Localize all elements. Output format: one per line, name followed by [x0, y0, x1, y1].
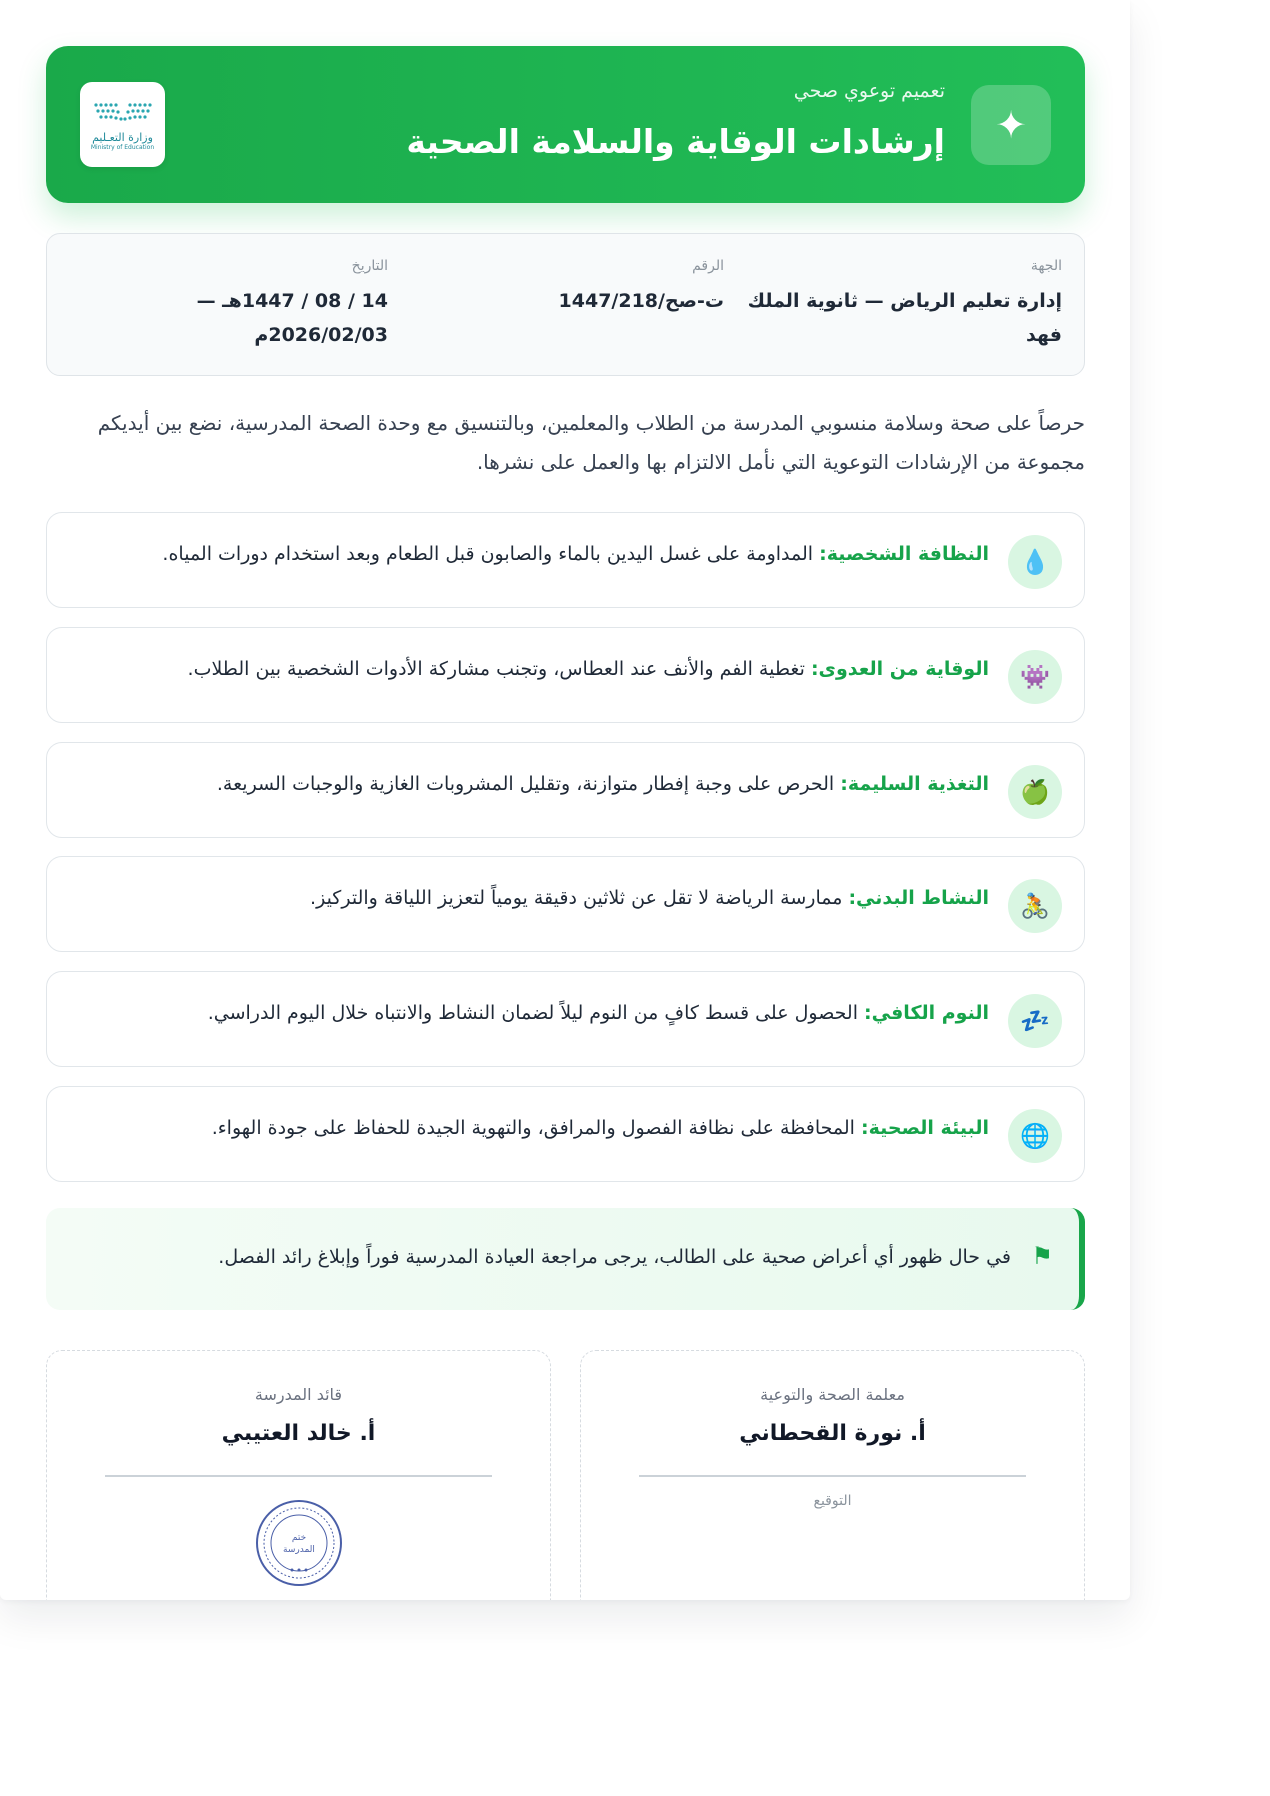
globe-icon: 🌐	[1008, 1109, 1062, 1163]
guideline-description: ممارسة الرياضة لا تقل عن ثلاثين دقيقة يومياً لتعزيز اللياقة والتركيز.	[310, 887, 849, 909]
school-stamp	[254, 1498, 344, 1588]
guideline-description: الحرص على وجبة إفطار متوازنة، وتقليل المشروبات الغازية والوجبات السريعة.	[216, 773, 841, 795]
guideline-text	[77, 887, 989, 909]
guideline-text	[77, 658, 989, 680]
teacher-name: أ. نورة القحطاني	[739, 1421, 926, 1446]
guideline-title: البيئة الصحية:	[861, 1117, 989, 1139]
info-box	[46, 233, 1085, 376]
guideline-card	[46, 627, 1085, 723]
apple-icon: 🍏	[1008, 765, 1062, 819]
number-label: الرقم	[692, 258, 724, 274]
water-drop-icon: 💧	[1008, 535, 1062, 589]
header-banner	[46, 46, 1085, 203]
guideline-description: الحصول على قسط كافٍ من النوم ليلاً لضمان النشاط والانتباه خلال اليوم الدراسي.	[207, 1002, 865, 1024]
guideline-text	[77, 1002, 989, 1024]
header-subtitle: تعميم توعوي صحي	[793, 80, 945, 102]
page-title: إرشادات الوقاية والسلامة الصحية	[406, 122, 945, 161]
guideline-text	[77, 1117, 989, 1139]
logo-dots-icon	[92, 99, 154, 125]
stamp-text-bottom: المدرسة	[282, 1545, 315, 1555]
flag-icon: ⚑	[1031, 1242, 1053, 1270]
teacher-role: معلمة الصحة والتوعية	[760, 1385, 905, 1404]
notice-text: في حال ظهور أي أعراض صحية على الطالب، يرجى مراجعة العيادة المدرسية فوراً وإبلاغ رائد الفصل.	[218, 1246, 1011, 1268]
guideline-text	[77, 773, 989, 795]
principal-role: قائد المدرسة	[254, 1385, 343, 1404]
info-entity	[742, 258, 1062, 352]
number-value: ت-صح/1447/218	[558, 290, 724, 312]
guideline-text	[77, 543, 989, 565]
guideline-card	[46, 971, 1085, 1067]
guideline-title: التغذية السليمة:	[840, 773, 989, 795]
logo-subtext: Ministry of Education	[90, 143, 155, 151]
guideline-title: النظافة الشخصية:	[819, 543, 989, 565]
info-date	[66, 258, 388, 352]
cyclist-icon: 🚴	[1008, 879, 1062, 933]
principal-name: أ. خالد العتيبي	[221, 1421, 376, 1446]
guideline-card	[46, 1086, 1085, 1182]
info-number	[424, 258, 724, 318]
logo-text: وزارة التعـليم	[92, 130, 153, 144]
guideline-description: المداومة على غسل اليدين بالماء والصابون قبل الطعام وبعد استخدام دورات المياه.	[162, 543, 820, 565]
germ-icon: 👾	[1008, 650, 1062, 704]
guideline-description: المحافظة على نظافة الفصول والمرافق، والتهوية الجيدة للحفاظ على جودة الهواء.	[211, 1117, 861, 1139]
guideline-title: الوقاية من العدوى:	[810, 658, 989, 680]
guideline-card	[46, 512, 1085, 608]
signature-line	[639, 1475, 1026, 1477]
signature-line	[105, 1475, 492, 1477]
principal-signature-box	[46, 1350, 551, 1600]
intro-paragraph: حرصاً على صحة وسلامة منسوبي المدرسة من الطلاب والمعلمين، وبالتنسيق مع وحدة الصحة المدرسية، نضع بين أيديكم مجموعة من الإرشادات التوعوية التي نأمل الالتزام بها والعمل على نشرها.	[97, 411, 1085, 474]
date-label: التاريخ	[351, 258, 388, 274]
date-value: 14 / 08 / 1447هـ — 2026/02/03م	[196, 290, 388, 347]
sparkle-icon: ✦	[971, 85, 1051, 165]
guideline-card	[46, 856, 1085, 952]
guideline-card	[46, 742, 1085, 838]
entity-label: الجهة	[1030, 258, 1062, 274]
teacher-signature-box	[580, 1350, 1085, 1600]
stamp-text-top: ختم	[291, 1533, 306, 1543]
guideline-description: تغطية الفم والأنف عند العطاس، وتجنب مشاركة الأدوات الشخصية بين الطلاب.	[187, 658, 811, 680]
signature-label: التوقيع	[813, 1493, 852, 1509]
guideline-title: النوم الكافي:	[864, 1002, 989, 1024]
notice-box	[46, 1208, 1085, 1310]
sleep-icon: 💤	[1008, 994, 1062, 1048]
ministry-logo	[80, 82, 165, 167]
entity-value: إدارة تعليم الرياض — ثانوية الملك فهد	[747, 290, 1062, 347]
guideline-title: النشاط البدني:	[848, 887, 989, 909]
